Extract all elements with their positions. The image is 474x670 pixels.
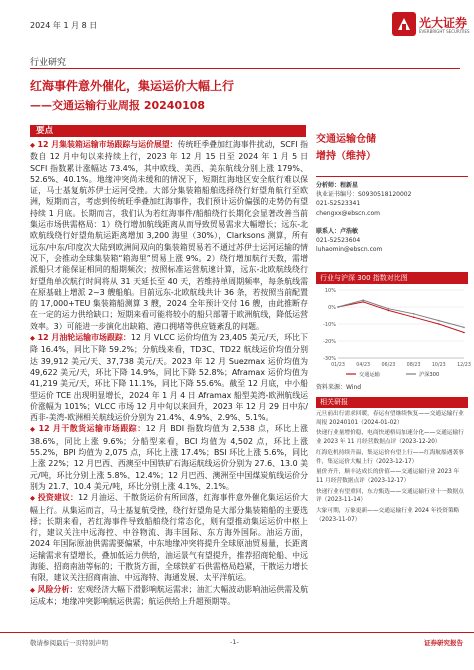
company-logo (392, 12, 472, 44)
summary-paragraph-text: 宏观经济大幅下滑影响航运需求；油汇大幅波动影响油运供需及航运成本；地缘冲突影响航运供需；航运供给上升超预期等。 (30, 584, 308, 606)
y-tick-label: 10% (324, 288, 336, 294)
related-report-item[interactable]: 红海危机持续升温，集运运价有望上行——红海航船遇袭事件，集运运价大幅上行（2023-12-17） (316, 449, 464, 465)
footer-report-type: 证券研究报告 (424, 639, 463, 647)
related-report-item[interactable]: 元旦前出行需求回暖，春运有望继续恢复——交通运输行业周报 20240101（2024-01-02） (316, 411, 464, 426)
related-report-item[interactable]: 大象可期，万象更新——交通运输行业 2024 年投资策略（2023-11-07） (316, 508, 460, 523)
legend-label: 沪深300 (419, 372, 440, 378)
summary-section-bar (30, 125, 306, 137)
related-reports-bar (316, 397, 468, 408)
analyst-label: 分析师：程新星 (316, 182, 359, 189)
summary-paragraph-heading: 12 月油轮运输市场跟踪： (37, 333, 131, 343)
data-point (463, 327, 465, 329)
logo-en-text: EVERBRIGHT SECURITIES (419, 29, 470, 34)
summary-paragraph-text: 12 月油运、干散货运价有所回落，红海事件意外催化集运运价大幅上行。从集运而言，马士基复航受挫，绕行好望角是大部分集装箱船的主要选择；长期来看，若红海事件导致船舶绕行常态化，则有望推动集运运价中枢上行，建议关注中远海控、中谷物流、海丰国际、东方海外国际。油运方面，2024 年国际原油供需需要偏紧，中东地缘冲突将提升全球原油贸易量，长距离运输需求有望增长，叠加低运力供给，油运景气有望提升，推荐招商轮船、中远海能、招商南油等标的；干散货方面，全球铁矿石供需格局趋紧，干散运力增长有限，建议关注招商南油、中远海特、海通发展、太平洋航运。 (30, 493, 308, 583)
industry-rating: 增持（维持） (316, 151, 376, 162)
related-report-item[interactable]: 量价齐升，顺丰达成长的价值——交通运输行业 2023 年 11 月经营数据点评（2023-12-17） (316, 469, 460, 484)
related-reports-list (316, 410, 468, 526)
y-tick-label: -20% (323, 339, 336, 345)
diamond-bullet-icon: ◆ (30, 585, 36, 594)
diamond-bullet-icon: ◆ (30, 425, 36, 434)
summary-body (30, 139, 308, 607)
summary-paragraph-4 (30, 492, 308, 583)
industry-name: 交通运输仓储 (316, 134, 376, 145)
analyst-block (316, 181, 468, 254)
everbright-logo-icon (392, 12, 416, 36)
data-point (413, 316, 415, 318)
contact-line: luhaomin@ebscn.com (316, 246, 383, 254)
summary-paragraph-text: 12 月 BDI 指数均值为 2,538 点，环比上涨 38.6%，同比上涨 9.6%；分船型来看，BCI 均值为 4,502 点，环比上涨 55.2%，BPI 均值为 2,075 点，环比上涨 17.4%；BSI 环比上涨 5.6%，同比上涨 22%；12 月巴西、西澳至中国铁矿石海运航线运价分别为 27.6、13.0 美元/吨，环比分别上涨 5.8%、12.4%；12 月巴西、澳洲至中国煤炭航线运价分别为 21.7、10.4 美元/吨，环比分别上涨 4.1%、2.1%。 (30, 424, 309, 491)
x-tick-label: 12/23 (457, 363, 471, 368)
x-tick-label: 08/23 (406, 363, 421, 368)
related-reports-title: 相关研报 (320, 398, 348, 406)
data-point (388, 310, 390, 312)
chart-title: 行业与沪深 300 指数对比图 (320, 274, 408, 282)
diamond-bullet-icon: ◆ (30, 334, 36, 343)
summary-paragraph-5 (30, 584, 308, 608)
contact-label: 联系人：卢浩敏 (316, 227, 359, 235)
summary-paragraph-heading: 12 月干散货运输市场跟踪： (38, 424, 146, 434)
contact-line: 021-52523604 (316, 237, 361, 245)
chart-title-bar (316, 272, 468, 284)
data-point (337, 306, 339, 308)
header-divider (30, 68, 460, 69)
footer-disclaimer: 敬请参阅最后一页特别声明 (30, 639, 108, 647)
summary-paragraph-3 (30, 423, 308, 492)
report-category: 行业研究 (30, 58, 67, 68)
x-tick-label: 01/23 (331, 363, 345, 368)
report-date: 2024 年 1 月 8 日 (30, 21, 98, 30)
x-tick-label: 06/23 (381, 363, 396, 368)
analyst-line: 执业证书编号：S0930518120002 (316, 191, 412, 199)
industry-vs-index-chart (316, 286, 471, 382)
summary-paragraph-heading: 12 月集装箱运输市场跟踪与运价展望： (37, 140, 178, 149)
report-subtitle: ——交通运输行业周报 20240108 (30, 99, 206, 112)
summary-section-label: 要点 (36, 126, 54, 136)
legend-label: 交通运输 (359, 372, 380, 378)
diamond-bullet-icon: ◆ (30, 141, 36, 149)
summary-paragraph-1 (30, 139, 308, 332)
summary-paragraph-heading: 投资建议： (37, 493, 79, 503)
data-point (438, 323, 440, 325)
y-tick-label: -30% (323, 356, 336, 362)
chart-source: 资料来源：Wind (316, 384, 362, 391)
analyst-line: 021-52523341 (316, 200, 361, 208)
analyst-line: chengxx@ebscn.com (316, 209, 380, 217)
data-point (362, 301, 364, 303)
summary-paragraph-text: 12 月 VLCC 运价均值为 23,405 美元/天，环比下降 16.4%，同比下降 59.2%；分航线来看，TD3C、TD22 航线运价均值分别达 39,912 美元/天、37,738 美元/天。2023 年 12 月 Suezmax 运价均值为 49,622 美元/天，环比下降 14.9%，同比下降 52.8%；Aframax 运价均值为 41,219 美元/天，环比下降 11.1%，同比下降 55.6%。截至 12 月底，中小船型运价 TCE 出现明显增长，2024 年 1 月 4 日 Aframax 船型美湾-欧洲航线运价涨幅为 101%；VLCC 市场 12 月中旬以来回升，2023 年 12 月 29 日中东/西非-美湾-欧洲相关航线运价分别为 21.4%、4.9%、2.9%、5.1%。 (30, 333, 308, 423)
series-line-1 (338, 302, 464, 333)
data-point (463, 332, 465, 334)
related-report-item[interactable]: 快递行业量增价稳，电商快递格局加速分化——交通运输行业 2023 年 11 月经营数据点评（2023-12-20） (316, 430, 464, 446)
y-tick-label: 0% (328, 305, 336, 311)
y-tick-label: -10% (323, 322, 336, 328)
summary-paragraph-2 (30, 332, 308, 423)
logo-cn-text: 光大证券 (419, 16, 468, 30)
x-tick-label: 04/23 (356, 363, 371, 368)
summary-paragraph-text: 传统旺季叠加红海事件扰动，SCFI 指数自 12 月中旬以来持续上行，2023 年 12 月 15 日至 2024 年 1 月 5 日 SCFI 指数累计涨幅达 73.4%，其中欧线、美西、美东航线分别上涨 179%、52.6%、40.1%。地缘冲突尚未缓和的情况下，短期红海地区安全航行难以保证，马士基复航苏伊士运河受挫。大部分集装箱船舶选择绕行好望角航行至欧洲，短期而言，考虑到传统旺季叠加红海事件，我们预计运价偏强的走势仍有望持续 1 月底。长期而言，我们认为若红海事件/船舶绕行长期化会显著改善当前集运市场供需格局：1）绕行增加航线距离从而导致贸易需求大幅增长；远东-北欧航线绕行好望角航运距离增加 3,200 海里（30%），Clarksons 测算，所有远东/中东/印度次大陆到欧洲间双向的集装箱贸易若不通过苏伊士运河运输的情况下，会推动全球集装箱“箱海里”贸易上涨 9%。2）绕行增加航行天数，需增派船只才能保证相同的船期频次；按照标准运营航速计算，远东-北欧航线绕行好望角单次航行时间将从 31 天延长至 40 天，若维持单周期频率，每条航线需在原基础上增派 2~3 艘船舶。目前远东-北欧航线共计 36 条，若按照当前配置的 17,000+TEU 集装箱船测算 3 艘，2024 全年预计交付 16 艘，由此推断存在一定的运力供给缺口；短期来看可能将较小的船只部署于欧洲航线，降低运营效率。3）可能进一步演化出缺箱、港口拥堵等供应链紊乱的问题。 (30, 140, 308, 331)
report-title: 红海事件意外催化，集运运价大幅上行 (30, 79, 235, 93)
data-point (388, 308, 390, 310)
related-report-item[interactable]: 快递行业有望重回，东方甄选——交通运输行业十一数据点评（2023-11-14） (316, 488, 464, 504)
diamond-bullet-icon: ◆ (30, 494, 36, 503)
data-point (438, 320, 440, 322)
footer-divider (0, 632, 474, 633)
data-point (413, 313, 415, 315)
x-tick-label: 10/23 (431, 363, 446, 368)
page-number: -1- (230, 638, 239, 646)
sidebar-divider (316, 176, 468, 177)
data-point (362, 299, 364, 301)
summary-paragraph-heading: 风险分析： (37, 584, 78, 594)
